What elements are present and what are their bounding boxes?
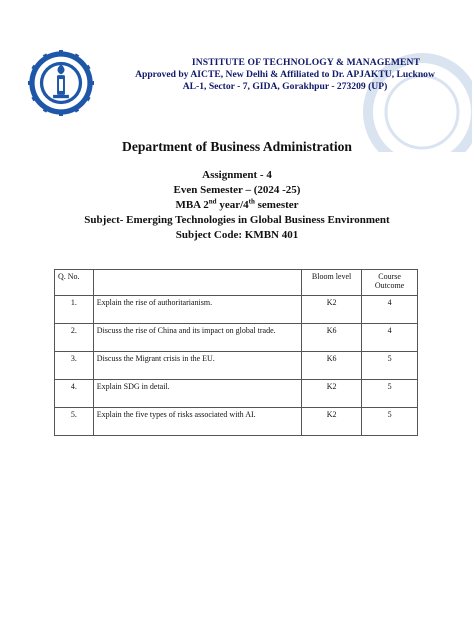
assignment-table xyxy=(54,269,418,436)
semester-line: Even Semester – (2024 -25) xyxy=(173,184,301,196)
row-bloom-level: K2 xyxy=(302,296,362,324)
row-bloom-level: K6 xyxy=(302,352,362,380)
row-number: 5. xyxy=(55,408,94,436)
subject-code: Subject Code: KMBN 401 xyxy=(175,229,299,241)
row-question: Explain the five types of risks associated with AI. xyxy=(93,408,301,436)
header-course-outcome: Course Outcome xyxy=(362,270,418,296)
row-bloom-level: K6 xyxy=(302,324,362,352)
row-course-outcome: 4 xyxy=(362,296,418,324)
header-question xyxy=(93,270,301,296)
institute-logo-icon xyxy=(28,50,94,116)
department-title: Department of Business Administration xyxy=(122,139,352,154)
table-row xyxy=(55,380,418,408)
institute-approval: Approved by AICTE, New Delhi & Affiliated to Dr. APJAKTU, Lucknow xyxy=(135,69,435,80)
row-bloom-level: K2 xyxy=(302,380,362,408)
table-row xyxy=(55,408,418,436)
row-course-outcome: 5 xyxy=(362,408,418,436)
program-sem-sup: th xyxy=(248,197,255,206)
institute-address: AL-1, Sector - 7, GIDA, Gorakhpur - 273209 (UP) xyxy=(182,81,388,92)
row-number: 2. xyxy=(55,324,94,352)
row-course-outcome: 4 xyxy=(362,324,418,352)
table-header-row xyxy=(55,270,418,296)
row-course-outcome: 5 xyxy=(362,352,418,380)
program-prefix: MBA 2 xyxy=(175,199,209,211)
subject-line: Subject- Emerging Technologies in Global Business Environment xyxy=(84,214,390,226)
program-year-sup: nd xyxy=(208,197,217,206)
program-suffix: semester xyxy=(254,199,299,211)
header-q-no: Q. No. xyxy=(55,270,94,296)
row-number: 1. xyxy=(55,296,94,324)
table-row xyxy=(55,324,418,352)
table-row xyxy=(55,296,418,324)
assignment-number: Assignment - 4 xyxy=(202,169,272,181)
row-question: Explain SDG in detail. xyxy=(93,380,301,408)
row-question: Explain the rise of authoritarianism. xyxy=(93,296,301,324)
program-line xyxy=(0,199,474,211)
header-bloom-level: Bloom level xyxy=(302,270,362,296)
program-mid: year/4 xyxy=(216,199,249,211)
institute-name: INSTITUTE OF TECHNOLOGY & MANAGEMENT xyxy=(191,57,421,68)
row-bloom-level: K2 xyxy=(302,408,362,436)
row-question: Discuss the Migrant crisis in the EU. xyxy=(93,352,301,380)
row-course-outcome: 5 xyxy=(362,380,418,408)
row-number: 4. xyxy=(55,380,94,408)
row-question: Discuss the rise of China and its impact on global trade. xyxy=(93,324,301,352)
table-row xyxy=(55,352,418,380)
row-number: 3. xyxy=(55,352,94,380)
